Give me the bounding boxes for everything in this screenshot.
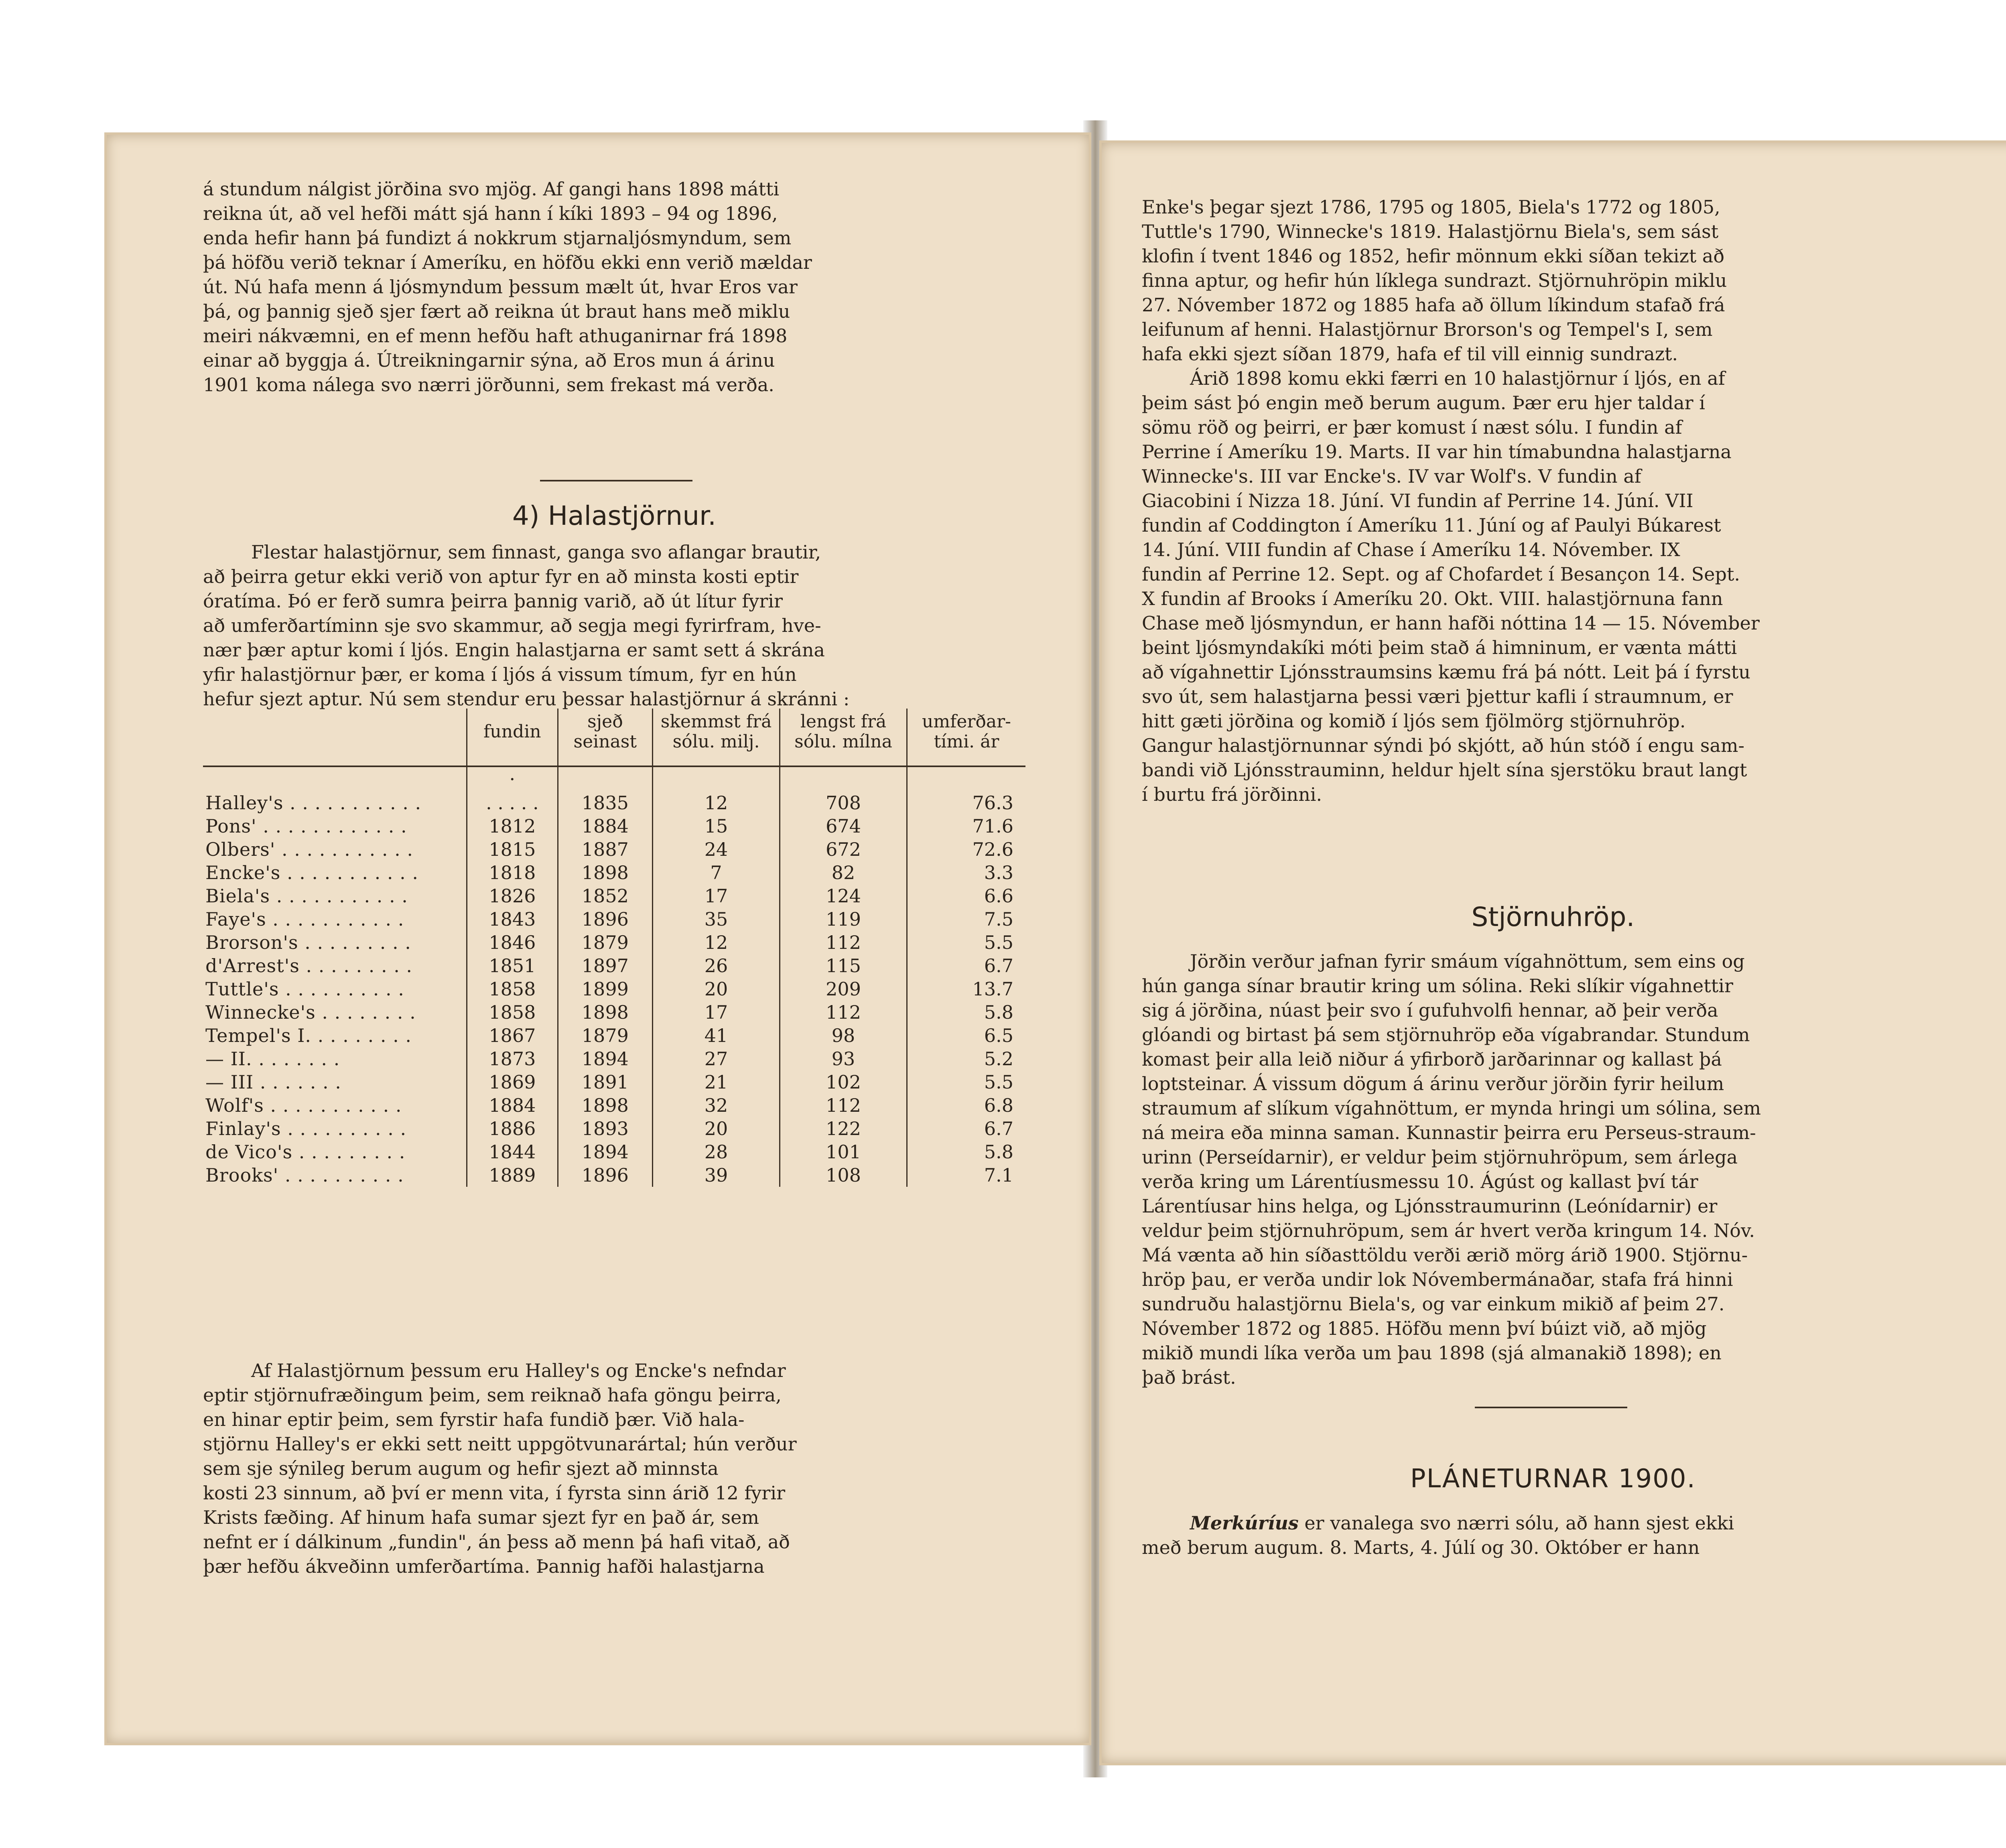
table-row	[203, 954, 1025, 977]
table-cell-fundin: 1812	[467, 814, 558, 838]
table-row	[203, 977, 1025, 1001]
table-cell-skemmst: 26	[653, 954, 780, 977]
table-cell-fundin: 1869	[467, 1070, 558, 1094]
text-line: svo út, sem halastjarna þessi væri þjettur kafli í straumnum, er	[1142, 686, 1733, 707]
table-cell	[203, 766, 467, 791]
text-line: Nóvember 1872 og 1885. Höfðu menn því búizt við, að mjög	[1142, 1318, 1707, 1339]
table-spacer-row	[203, 766, 1025, 791]
table-cell-fundin: 1884	[467, 1094, 558, 1117]
text-line: óratíma. Þó er ferð sumra þeirra þannig varið, að út lítur fyrir	[203, 590, 783, 612]
table-cell-umferd: 7.1	[907, 1164, 1025, 1187]
text-line: Gangur halastjörnunnar sýndi þó skjótt, að hún stóð í engu sam-	[1142, 735, 1745, 756]
table-cell-note: ·	[467, 766, 558, 791]
text-line: að vígahnettir Ljónsstraumsins kæmu frá þá nótt. Leit þá í fyrstu	[1142, 661, 1750, 683]
text-line: sömu röð og þeirri, er þær komust í næst sólu. I fundin af	[1142, 416, 1682, 438]
text-line: í burtu frá jörðinni.	[1142, 784, 1322, 805]
text-line: sem sje sýnileg berum augum og hefir sjezt að minnsta	[203, 1458, 719, 1479]
text-line: nefnt er í dálkinum „fundin", án þess að menn þá hafi vitað, að	[203, 1531, 790, 1553]
text-line: fundin af Perrine 12. Sept. og af Chofardet í Besançon 14. Sept.	[1142, 563, 1740, 585]
table-cell-name: Pons' . . . . . . . . . . . .	[205, 815, 407, 837]
text-line: Má vænta að hin síðasttöldu verði ærið mörg árið 1900. Stjörnu-	[1142, 1244, 1748, 1266]
table-cell-umferd: 6.6	[907, 884, 1025, 908]
table-row	[203, 861, 1025, 884]
section-heading-stjornuhrop: Stjörnuhröp.	[1471, 902, 1635, 932]
text-line: nær þær aptur komi í ljós. Engin halastjarna er samt sett á skrána	[203, 639, 825, 661]
table-cell-fundin: 1886	[467, 1117, 558, 1140]
table-header-lengst: lengst frá sólu. mílna	[780, 709, 907, 766]
table-cell-sjed: 1896	[558, 1164, 652, 1187]
text-line	[1142, 1511, 1964, 1535]
table-cell-lengst: 209	[780, 977, 907, 1001]
table-cell-lengst: 112	[780, 1001, 907, 1024]
table-header-umferd: umferðar-tími. ár	[907, 709, 1025, 766]
table-cell-fundin: 1844	[467, 1140, 558, 1164]
table-cell-skemmst: 28	[653, 1140, 780, 1164]
table-cell-skemmst: 27	[653, 1047, 780, 1070]
text-line: 1901 koma nálega svo nærri jörðunni, sem frekast má verða.	[203, 374, 774, 396]
table-cell-name: Faye's . . . . . . . . . . .	[205, 908, 404, 930]
text-line: en hinar eptir þeim, sem fyrstir hafa fundið þær. Við hala-	[203, 1409, 745, 1430]
table-cell-lengst: 101	[780, 1140, 907, 1164]
left-page	[104, 132, 1091, 1745]
table-row	[203, 1001, 1025, 1024]
stjornuhrop-paragraph	[1142, 949, 1964, 1390]
text-line: hröp þau, er verða undir lok Nóvembermánaðar, stafa frá hinni	[1142, 1269, 1733, 1290]
text-span: er vanalega svo nærri sólu, að hann sjest ekki	[1298, 1512, 1734, 1534]
table-cell-name: Brooks' . . . . . . . . . .	[205, 1164, 404, 1186]
text-line: eptir stjörnufræðingum þeim, sem reiknað hafa göngu þeirra,	[203, 1384, 782, 1406]
right-page	[1099, 140, 2006, 1765]
table-cell-lengst: 672	[780, 838, 907, 861]
table-cell-fundin: 1851	[467, 954, 558, 977]
text-line: Jörðin verður jafnan fyrir smáum vígahnöttum, sem eins og	[1190, 950, 1745, 972]
table-header-sjed: sjeð seinast	[558, 709, 652, 766]
text-line: Af Halastjörnum þessum eru Halley's og Encke's nefndar	[251, 1360, 786, 1381]
text-line: straumum af slíkum vígahnöttum, er mynda hringi um sólina, sem	[1142, 1097, 1761, 1119]
table-row	[203, 1070, 1025, 1094]
text-line: það brást.	[1142, 1367, 1236, 1388]
table-cell-skemmst: 32	[653, 1094, 780, 1117]
halastjornur-paragraph	[203, 540, 1025, 711]
text-line: Chase með ljósmyndun, er hann hafði nóttina 14 — 15. Nóvember	[1142, 612, 1760, 634]
table-cell-skemmst: 35	[653, 908, 780, 931]
table-cell-umferd: 5.5	[907, 931, 1025, 954]
table-cell-sjed: 1884	[558, 814, 652, 838]
table-cell-skemmst: 39	[653, 1164, 780, 1187]
table-cell-umferd: 6.7	[907, 1117, 1025, 1140]
table-cell-skemmst: 17	[653, 1001, 780, 1024]
text-line: kosti 23 sinnum, að því er menn vita, í fyrsta sinn árið 12 fyrir	[203, 1482, 786, 1504]
table-cell-umferd: 6.8	[907, 1094, 1025, 1117]
table-row	[203, 931, 1025, 954]
table-cell-lengst: 112	[780, 1094, 907, 1117]
table-header-name	[203, 709, 467, 766]
table-cell-lengst: 82	[780, 861, 907, 884]
section-heading-halastjornur: 4) Halastjörnur.	[512, 500, 717, 531]
text-line: fundin af Coddington í Ameríku 11. Júní og af Paulyi Búkarest	[1142, 514, 1721, 536]
text-line: ná meira eða minna saman. Kunnastir þeirra eru Perseus-straum-	[1142, 1122, 1756, 1143]
text-line: komast þeir alla leið niður á yfirborð jarðarinnar og kallast þá	[1142, 1048, 1722, 1070]
text-line: hitt gæti jörðina og komið í ljós sem fjölmörg stjörnuhröp.	[1142, 710, 1686, 732]
table-row	[203, 791, 1025, 814]
text-line: urinn (Perseídarnir), er veldur þeim stjörnuhröpum, sem árlega	[1142, 1146, 1738, 1168]
table-cell-lengst: 119	[780, 908, 907, 931]
table-cell-sjed: 1896	[558, 908, 652, 931]
text-line: Enke's þegar sjezt 1786, 1795 og 1805, Biela's 1772 og 1805,	[1142, 196, 1720, 218]
table-cell-name: de Vico's . . . . . . . . .	[205, 1141, 406, 1163]
section-divider	[540, 480, 692, 481]
table-cell-skemmst: 15	[653, 814, 780, 838]
table-cell-skemmst: 20	[653, 977, 780, 1001]
text-line: veldur þeim stjörnuhröpum, sem ár hvert verða kringum 14. Nóv.	[1142, 1220, 1755, 1241]
text-line: enda hefir hann þá fundizt á nokkrum stjarnaljósmyndum, sem	[203, 227, 792, 249]
table-cell-sjed: 1898	[558, 861, 652, 884]
table-cell-skemmst: 12	[653, 931, 780, 954]
table-cell-fundin: . . . . .	[467, 791, 558, 814]
table-cell-skemmst: 20	[653, 1117, 780, 1140]
table-cell-name: Wolf's . . . . . . . . . . .	[205, 1095, 402, 1116]
table-row	[203, 908, 1025, 931]
table-cell-lengst: 115	[780, 954, 907, 977]
table-cell-umferd: 76.3	[907, 791, 1025, 814]
table-cell-name: — II. . . . . . . .	[205, 1048, 340, 1070]
text-line: loptsteinar. Á vissum dögum á árinu verður jörðin fyrir heilum	[1142, 1073, 1724, 1095]
text-line: þá, og þannig sjeð sjer fært að reikna út braut hans með miklu	[203, 301, 790, 322]
table-cell-name: Encke's . . . . . . . . . . .	[205, 862, 419, 883]
table-header-skemmst: skemmst frá sólu. milj.	[653, 709, 780, 766]
table-row	[203, 1047, 1025, 1070]
text-line: meiri nákvæmni, en ef menn hefðu haft athuganirnar frá 1898	[203, 325, 788, 347]
table-row	[203, 838, 1025, 861]
text-line: Árið 1898 komu ekki færri en 10 halastjörnur í ljós, en af	[1190, 368, 1725, 389]
table-cell-umferd: 6.5	[907, 1024, 1025, 1047]
text-line: út. Nú hafa menn á ljósmyndum þessum mælt út, hvar Eros var	[203, 276, 798, 298]
table-cell-umferd: 5.5	[907, 1070, 1025, 1094]
text-line: Flestar halastjörnur, sem finnast, ganga svo aflangar brautir,	[251, 541, 821, 563]
table-row	[203, 1164, 1025, 1187]
table-cell-fundin: 1889	[467, 1164, 558, 1187]
text-line: glóandi og birtast þá sem stjörnuhröp eða vígabrandar. Stundum	[1142, 1024, 1750, 1046]
table-cell-skemmst: 12	[653, 791, 780, 814]
table-cell-sjed: 1897	[558, 954, 652, 977]
text-line: stjörnu Halley's er ekki sett neitt uppgötvunarártal; hún verður	[203, 1433, 797, 1455]
table-cell-name: — III . . . . . . .	[205, 1071, 341, 1093]
table-cell-fundin: 1843	[467, 908, 558, 931]
text-line: 27. Nóvember 1872 og 1885 hafa að öllum líkindum stafað frá	[1142, 294, 1725, 316]
table-cell-fundin: 1867	[467, 1024, 558, 1047]
table-cell-umferd: 6.7	[907, 954, 1025, 977]
text-line: verða kring um Lárentíusmessu 10. Ágúst og kallast því tár	[1142, 1171, 1698, 1192]
after-table-paragraph	[203, 1359, 1025, 1579]
table-cell-name: Olbers' . . . . . . . . . . .	[205, 839, 414, 860]
table-cell-fundin: 1858	[467, 1001, 558, 1024]
table-cell-fundin: 1858	[467, 977, 558, 1001]
table-row	[203, 884, 1025, 908]
table-cell-name: Finlay's . . . . . . . . . .	[205, 1118, 407, 1139]
table-cell-sjed: 1899	[558, 977, 652, 1001]
table-header-fundin: fundin	[467, 709, 558, 766]
text-line: Perrine í Ameríku 19. Marts. II var hin tímabundna halastjarna	[1142, 441, 1732, 463]
table-cell-sjed: 1898	[558, 1001, 652, 1024]
table-cell-lengst: 98	[780, 1024, 907, 1047]
intro-paragraph	[203, 177, 1025, 397]
table-cell-skemmst: 41	[653, 1024, 780, 1047]
planet-paragraph	[1142, 1511, 1964, 1560]
table-cell-sjed: 1879	[558, 931, 652, 954]
table-cell-umferd: 71.6	[907, 814, 1025, 838]
table-cell-fundin: 1846	[467, 931, 558, 954]
text-line: hefur sjezt aptur. Nú sem stendur eru þessar halastjörnur á skránni :	[203, 688, 850, 710]
table-cell	[907, 766, 1025, 791]
text-line: bandi við Ljónsstrauminn, heldur hjelt sína sjerstöku braut langt	[1142, 759, 1747, 781]
text-line: þá höfðu verið teknar í Ameríku, en höfðu ekki enn verið mældar	[203, 252, 812, 273]
table-cell-lengst: 112	[780, 931, 907, 954]
text-line: Winnecke's. III var Encke's. IV var Wolf's. V fundin af	[1142, 465, 1641, 487]
table-cell-name: Biela's . . . . . . . . . . .	[205, 885, 408, 907]
table-cell-umferd: 5.2	[907, 1047, 1025, 1070]
right-top-paragraph	[1142, 195, 1964, 807]
table-cell-umferd: 3.3	[907, 861, 1025, 884]
text-line: þeim sást þó engin með berum augum. Þær eru hjer taldar í	[1142, 392, 1705, 414]
table-cell-lengst: 93	[780, 1047, 907, 1070]
text-line: Lárentíusar hins helga, og Ljónsstraumurinn (Leónídarnir) er	[1142, 1195, 1718, 1217]
text-line: Krists fæðing. Af hinum hafa sumar sjezt fyr en það ár, sem	[203, 1507, 759, 1528]
table-cell-lengst: 122	[780, 1117, 907, 1140]
table-cell-umferd: 72.6	[907, 838, 1025, 861]
table-cell-skemmst: 17	[653, 884, 780, 908]
text-line: sig á jörðina, núast þeir svo í gufuhvolfi hennar, að þeir verða	[1142, 999, 1718, 1021]
table-cell-lengst: 708	[780, 791, 907, 814]
table-cell-name: Tempel's I. . . . . . . . .	[205, 1025, 412, 1046]
text-line: með berum augum. 8. Marts, 4. Júlí og 30. Október er hann	[1142, 1537, 1700, 1558]
table-cell-name: Brorson's . . . . . . . . .	[205, 932, 411, 953]
table-cell-umferd: 7.5	[907, 908, 1025, 931]
table-cell-sjed: 1894	[558, 1047, 652, 1070]
table-row	[203, 1024, 1025, 1047]
comet-table	[203, 709, 1025, 1187]
text-line: 14. Júní. VIII fundin af Chase í Ameríku 14. Nóvember. IX	[1142, 539, 1680, 560]
text-line: hún ganga sínar brautir kring um sólina. Reki slíkir vígahnettir	[1142, 975, 1733, 997]
text-line: að þeirra getur ekki verið von aptur fyr en að minsta kosti eptir	[203, 566, 799, 587]
section-divider	[1475, 1407, 1627, 1408]
table-cell-sjed: 1894	[558, 1140, 652, 1164]
table-cell-umferd: 13.7	[907, 977, 1025, 1001]
table-cell-sjed: 1898	[558, 1094, 652, 1117]
table-cell-skemmst: 21	[653, 1070, 780, 1094]
text-line: yfir halastjörnur þær, er koma í ljós á vissum tímum, fyr en hún	[203, 664, 797, 685]
table-cell-fundin: 1873	[467, 1047, 558, 1070]
text-line: X fundin af Brooks í Ameríku 20. Okt. VIII. halastjörnuna fann	[1142, 588, 1723, 609]
table-cell-name: Halley's . . . . . . . . . . .	[205, 792, 422, 814]
text-line: hafa ekki sjezt síðan 1879, hafa ef til vill einnig sundrazt.	[1142, 343, 1678, 365]
table-cell-name: d'Arrest's . . . . . . . . .	[205, 955, 413, 977]
text-line: Giacobini í Nizza 18. Júní. VI fundin af Perrine 14. Júní. VII	[1142, 490, 1693, 512]
text-line: beint ljósmyndakíki móti þeim stað á himninum, er vænta mátti	[1142, 637, 1737, 658]
table-cell-fundin: 1815	[467, 838, 558, 861]
table-cell-lengst: 108	[780, 1164, 907, 1187]
text-line: mikið mundi líka verða um þau 1898 (sjá almanakið 1898); en	[1142, 1342, 1722, 1364]
table-cell	[558, 766, 652, 791]
table-row	[203, 1094, 1025, 1117]
table-cell-fundin: 1826	[467, 884, 558, 908]
table-cell-lengst: 674	[780, 814, 907, 838]
table-cell-umferd: 5.8	[907, 1001, 1025, 1024]
table-cell	[653, 766, 780, 791]
table-cell-name: Tuttle's . . . . . . . . . .	[205, 978, 404, 1000]
table-cell-fundin: 1818	[467, 861, 558, 884]
text-line: að umferðartíminn sje svo skammur, að segja megi fyrirfram, hve-	[203, 615, 821, 636]
text-line: leifunum af henni. Halastjörnur Brorson's og Tempel's I, sem	[1142, 319, 1713, 340]
table-cell-name: Winnecke's . . . . . . . .	[205, 1001, 416, 1023]
table-row	[203, 814, 1025, 838]
table-cell-sjed: 1879	[558, 1024, 652, 1047]
text-line: á stundum nálgist jörðina svo mjög. Af gangi hans 1898 mátti	[203, 178, 780, 200]
text-line: einar að byggja á. Útreikningarnir sýna, að Eros mun á árinu	[203, 349, 775, 371]
text-line: finna aptur, og hefir hún líklega sundrazt. Stjörnuhröpin miklu	[1142, 270, 1727, 291]
table-cell-sjed: 1852	[558, 884, 652, 908]
table-cell-skemmst: 24	[653, 838, 780, 861]
planet-name-merkurius: Merkúríus	[1190, 1512, 1299, 1534]
comet-table-body	[203, 766, 1025, 1187]
text-line: klofin í tvent 1846 og 1852, hefir mönnum ekki síðan tekizt að	[1142, 245, 1725, 267]
table-cell-sjed: 1887	[558, 838, 652, 861]
section-heading-planeturnar: PLÁNETURNAR 1900.	[1410, 1464, 1696, 1494]
table-cell	[780, 766, 907, 791]
text-line: þær hefðu ákveðinn umferðartíma. Þannig hafði halastjarna	[203, 1556, 765, 1577]
text-line: reikna út, að vel hefði mátt sjá hann í kíki 1893 – 94 og 1896,	[203, 203, 778, 224]
table-cell-sjed: 1891	[558, 1070, 652, 1094]
table-row	[203, 1140, 1025, 1164]
table-header-row	[203, 709, 1025, 766]
table-cell-lengst: 102	[780, 1070, 907, 1094]
table-cell-sjed: 1893	[558, 1117, 652, 1140]
text-line: Tuttle's 1790, Winnecke's 1819. Halastjörnu Biela's, sem sást	[1142, 221, 1719, 242]
text-line: sundruðu halastjörnu Biela's, og var einkum mikið af þeim 27.	[1142, 1293, 1725, 1315]
table-cell-skemmst: 7	[653, 861, 780, 884]
table-row	[203, 1117, 1025, 1140]
table-cell-sjed: 1835	[558, 791, 652, 814]
table-cell-umferd: 5.8	[907, 1140, 1025, 1164]
table-cell-lengst: 124	[780, 884, 907, 908]
